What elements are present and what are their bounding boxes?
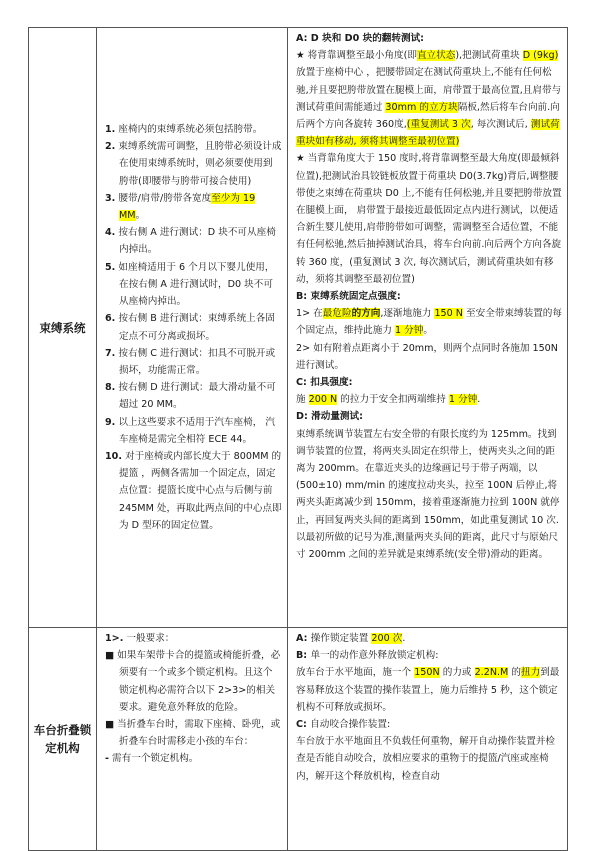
test-text: 150N [414,667,440,679]
test-heading [296,288,562,305]
test-text: 自动咬合操作装置: [310,719,391,731]
test-text: 的拉力于安全扣两端维持 [337,394,449,406]
test-text: 放置于座椅中心 ，把腰带固定在测试荷重块上,不能有任何松驰,并且要把胯带放置在腿模上面，肩带置于最高位置,且肩带与测试荷重间需能通过 [296,67,562,113]
requirement-text: 当折叠车台时，需取下座椅、卧兜，或折叠车台时需移走小孩的车台： [117,719,281,748]
test-text: . [477,394,481,406]
requirement-number: 6. [105,313,116,325]
test-text: 束缚系统调节装置左右安全带的有限长度约为 125mm。找到调节装置的位置，将两夹头固定在织带上，使两夹头之间的距离为 200mm。在靠近夹头的边缘画记号于带子两端，以 (500±10) mm/min 的速度拉动夹头，拉至 100N 后停止,将两夹头距离减少到 150mm，接着重逐渐施力拉到 100N 就停止，再回复两夹头间的距离到 150mm，如此重复测试 10 次.以最初所做的记号为准,测量两夹头间的距离，此尺寸与原始尺寸 200mm 之间的差异就是束缚系统(安全带)滑动的距离。 [296,428,560,561]
test-paragraph [296,716,562,733]
test-text: C: [296,719,311,731]
requirement-number: 7. [105,347,116,359]
requirement-item [105,379,282,413]
test-text: 30mm 的立方块 [385,101,458,113]
requirement-number: - [105,753,109,765]
test-text: 至安全带束缚装置的每个固定点，维持此施力 [296,308,562,337]
requirement-item [105,190,282,224]
requirement-text: 如座椅适用于 6 个月以下婴儿使用， 在按右侧 A 进行测试时，D0 块不可从座椅内掉出。 [118,261,275,308]
requirement-text: 对于座椅或内部长度大于 800MM 的提篮 ，两侧各需加一个固定点，固定点位置：提篮长度中心点与后侧与前 245MM 处，再取此两点间的中心点即为 D 型环的固定位置。 [119,450,282,531]
requirement-number: 1>. [105,633,124,644]
requirement-number: 9. [105,416,116,428]
test-text: 2> 如有附着点距离小于 20mm，则两个点同时各施加 150N进行测试。 [296,342,558,371]
test-label: C: [296,377,307,389]
requirement-text: 至少为 19 MM [119,192,256,222]
test-paragraph [296,47,562,150]
requirement-item [105,224,282,258]
test-text: 150 N [434,308,463,320]
test-paragraph [296,664,562,716]
test-paragraph [296,305,562,339]
test-text: 200 N [308,394,338,406]
test-text: 1 分钟 [395,325,424,337]
test-paragraph [296,426,562,564]
test-text: 的力或 [439,667,475,679]
test-heading [296,374,562,391]
test-text: A: [296,633,311,644]
spec-table [28,27,568,851]
test-text: . [402,633,406,644]
requirement-item [105,259,282,311]
test-text: 200 次 [371,633,403,644]
test-heading [296,408,562,425]
requirement-number: 2. [105,141,116,153]
category-cell: 车台折叠锁定机构 [29,628,97,851]
table-row [29,28,568,628]
test-label: D: [296,411,308,423]
tests-cell [288,28,568,628]
test-text: 最危险 [322,308,352,320]
test-text: 单一的动作意外释放锁定机构: [310,650,439,662]
tests-cell [288,628,568,851]
requirement-item [105,716,282,750]
test-paragraph [296,150,562,288]
test-text: , 每次测试后, [470,119,531,131]
test-text: (重复测试 3 次 [406,119,471,131]
test-paragraph [296,391,562,408]
test-title: 束缚系统固定点强度: [310,291,401,303]
requirement-number: 4. [105,227,116,239]
test-paragraph [296,647,562,664]
test-text: 到最容易释放这个装置的操作装置上，施力后维持 5 秒，这个锁定机构不可释放或损坏。 [296,667,560,713]
test-text: 测试荷重块如有移动, 须将其调整至最初位置) [296,119,560,148]
requirement-number: 8. [105,382,116,394]
requirement-number: 3. [105,192,116,204]
test-paragraph [296,340,562,374]
test-paragraph [296,630,562,647]
requirement-text: 按右侧 D 进行测试：最大滑动量不可超过 20 MM。 [118,382,276,411]
test-paragraph [296,733,562,785]
table-row [29,628,568,851]
test-text: 直立状态 [416,50,456,62]
test-text: ★ 当背靠角度大于 150 度时,将背靠调整至最大角度(即最倾斜位置),把测试治具铰链板放置于荷重块 D0(3.7kg)背后,调整腰带使之束缚在荷重块 D0 上,不能有任何松驰,并且要把胯带放置在腿模上面， 肩带置于最接近最低固定点内进行测试，以便适合新生婴儿使用,肩带胯带如可调整，需调整至合适位置，不能有任何松驰,然后抽掉测试治具，将车台向前.向后两个方向各旋转 360 度，(重复测试 3 次, 每次测试后，测试荷重块如有移动，须将其调整至最初位置) [296,153,562,285]
test-text: 扭力 [521,667,541,679]
test-title: 滑动量测试: [311,411,363,423]
requirement-item [105,414,282,448]
requirement-number: 10. [105,450,122,462]
requirement-item [105,310,282,344]
requirement-text: 座椅内的束缚系统必须包括胯带。 [118,124,263,136]
requirement-text: 以上这些要求不适用于汽车座椅， 汽车座椅是需完全相符 ECE 44。 [118,416,275,445]
requirement-number: 5. [105,261,116,273]
requirements-cell [97,28,288,628]
test-text: 的 [508,667,521,679]
test-text: 施 [296,394,309,406]
requirement-number: 1. [105,124,116,136]
test-text: 2.2N.M [474,667,509,679]
requirement-text: 需有一个锁定机构。 [112,753,199,765]
test-label: B: [296,291,308,303]
test-text: 放车台于水平地面，施一个 [296,667,415,679]
requirement-text: 按右侧 A 进行测试：D 块不可从座椅内掉出。 [118,227,276,256]
requirement-item [105,448,282,534]
test-text: 操作锁定装置 [310,633,372,644]
test-title: D 块和 D0 块的翻转测试: [310,33,425,44]
requirement-text: 按右侧 C 进行测试：扣具不可脱开或损坏，功能需正常。 [118,347,276,376]
requirement-text: 束缚系统需可调整，且胯带必须设计成在使用束缚系统时，则必须要使用到胯带(即腰带与胯带可接合使用) [118,141,282,187]
test-text: ,逐渐地施力 [380,308,435,320]
requirement-text: 如果车架带卡合的提篮或椅能折叠，必须要有一个或多个锁定机构。且这个锁定机构必需符合以下 2>3>的相关要求。避免意外释放的危险。 [117,650,281,713]
requirement-number: ■ [105,719,115,731]
test-text: 1 分钟 [448,394,478,406]
test-text: 隔板,然后将车台向前.向后两个方向各旋转 360度, [296,101,560,131]
test-text: ),把测试荷重块 [455,50,523,62]
requirement-item [105,345,282,379]
requirement-text: 。 [135,210,146,222]
requirement-text: 按右侧 B 进行测试：束缚系统上各固定点不可分离或损坏。 [118,313,275,342]
test-text: 。 [423,325,433,337]
requirement-item [105,121,282,138]
test-title: 扣具强度: [310,377,353,389]
test-text: 的方向 [351,308,381,320]
requirement-text: 腰带/肩带/胯带各宽度 [118,192,212,204]
requirement-item [105,647,282,716]
test-label: A: [296,33,308,44]
test-text: B: [296,650,311,662]
test-text: D (9kg) [522,50,559,62]
requirements-cell [97,628,288,851]
test-text: 车台放于水平地面且不负载任何重物，解开自动操作装置并检查是否能自动咬合，放相应要求的重物于的提篮/汽座或座椅内，解开这个释放机构，检查自动 [296,736,556,782]
requirement-item [105,750,282,767]
requirement-item [105,138,282,190]
test-text: 1> 在 [296,308,323,320]
category-cell: 束缚系统 [29,28,97,628]
requirement-number: ■ [105,650,115,662]
requirement-text: 一般要求： [126,633,175,644]
test-heading [296,30,562,47]
requirement-item [105,630,282,647]
test-text: ★ 将背靠调整至最小角度(即 [296,50,417,62]
